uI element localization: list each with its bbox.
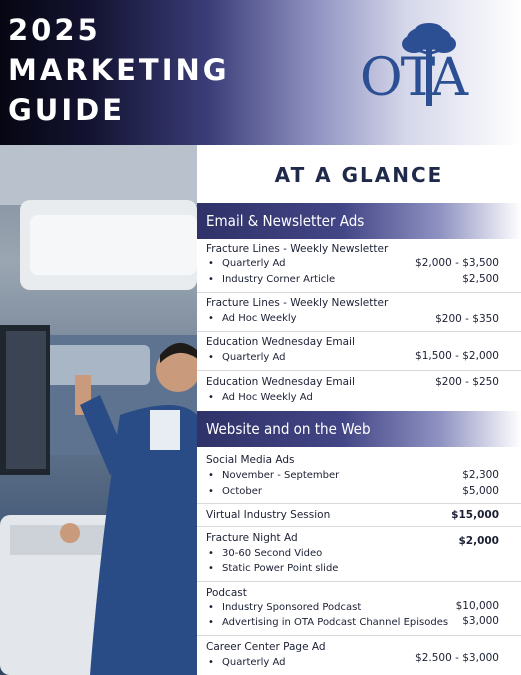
at-a-glance-panel (197, 145, 521, 675)
divider (197, 526, 521, 527)
divider (197, 331, 521, 332)
divider (197, 581, 521, 582)
header-banner (0, 0, 521, 145)
email-group-4-heading: Education Wednesday Email (206, 376, 355, 388)
hero-photo (0, 145, 197, 675)
price-value: $5,000 (462, 485, 499, 497)
title-line-year: 2025 (8, 13, 101, 47)
web-group-4-heading: Podcast (206, 587, 247, 599)
price-value: $200 - $350 (435, 313, 499, 325)
bullet-dot-icon: • (208, 313, 214, 324)
price-value: $2,300 (462, 469, 499, 481)
section-header-web: Website and on the Web (197, 411, 521, 447)
web-group-5-heading: Career Center Page Ad (206, 641, 326, 653)
bullet-dot-icon: • (208, 486, 214, 497)
title-line-guide: GUIDE (8, 93, 126, 127)
list-item: • Quarterly Ad (208, 258, 286, 269)
list-item: • Quarterly Ad (208, 352, 286, 363)
bullet-dot-icon: • (208, 258, 214, 269)
bullet-dot-icon: • (208, 563, 214, 574)
list-item: • Ad Hoc Weekly (208, 313, 297, 324)
page-title (8, 10, 230, 130)
list-item: • Industry Corner Article (208, 274, 336, 285)
bullet-dot-icon: • (208, 470, 214, 481)
list-item: • 30-60 Second Video (208, 548, 323, 559)
web-group-2-heading: Virtual Industry Session (206, 509, 331, 521)
email-group-1-heading: Fracture Lines - Weekly Newsletter (206, 243, 389, 255)
web-group-1-heading: Social Media Ads (206, 454, 295, 466)
hero-photo-illustration (0, 145, 197, 675)
section-header-email: Email & Newsletter Ads (197, 203, 521, 239)
bullet-dot-icon: • (208, 548, 214, 559)
web-group-3-heading: Fracture Night Ad (206, 532, 298, 544)
list-item: • Quarterly Ad (208, 657, 286, 668)
price-value: $2,000 (458, 535, 499, 547)
list-item: • Static Power Point slide (208, 563, 339, 574)
price-value: $1,500 - $2,000 (415, 350, 499, 362)
title-line-marketing: MARKETING (8, 53, 230, 87)
list-item: • October (208, 486, 263, 497)
ota-logo (360, 22, 495, 110)
price-value: $3,000 (462, 615, 499, 627)
list-item: • November - September (208, 470, 340, 481)
bullet-dot-icon: • (208, 602, 214, 613)
bullet-dot-icon: • (208, 274, 214, 285)
glance-title: AT A GLANCE (274, 163, 444, 187)
bullet-dot-icon: • (208, 352, 214, 363)
divider (197, 635, 521, 636)
bullet-dot-icon: • (208, 617, 214, 628)
list-item: • Ad Hoc Weekly Ad (208, 392, 313, 403)
logo-wordmark: OTA (360, 48, 467, 108)
price-value: $200 - $250 (435, 376, 499, 388)
divider (197, 292, 521, 293)
list-item: • Industry Sponsored Podcast (208, 602, 362, 613)
bullet-dot-icon: • (208, 657, 214, 668)
email-group-3-heading: Education Wednesday Email (206, 336, 355, 348)
price-value: $2.500 - $3,000 (415, 652, 499, 664)
price-value: $15,000 (451, 509, 499, 521)
price-value: $10,000 (455, 600, 499, 612)
price-value: $2,000 - $3,500 (415, 257, 499, 269)
divider (197, 370, 521, 371)
divider (197, 503, 521, 504)
list-item: • Advertising in OTA Podcast Channel Episodes (208, 617, 449, 628)
price-value: $2,500 (462, 273, 499, 285)
bullet-dot-icon: • (208, 392, 214, 403)
email-group-2-heading: Fracture Lines - Weekly Newsletter (206, 297, 389, 309)
